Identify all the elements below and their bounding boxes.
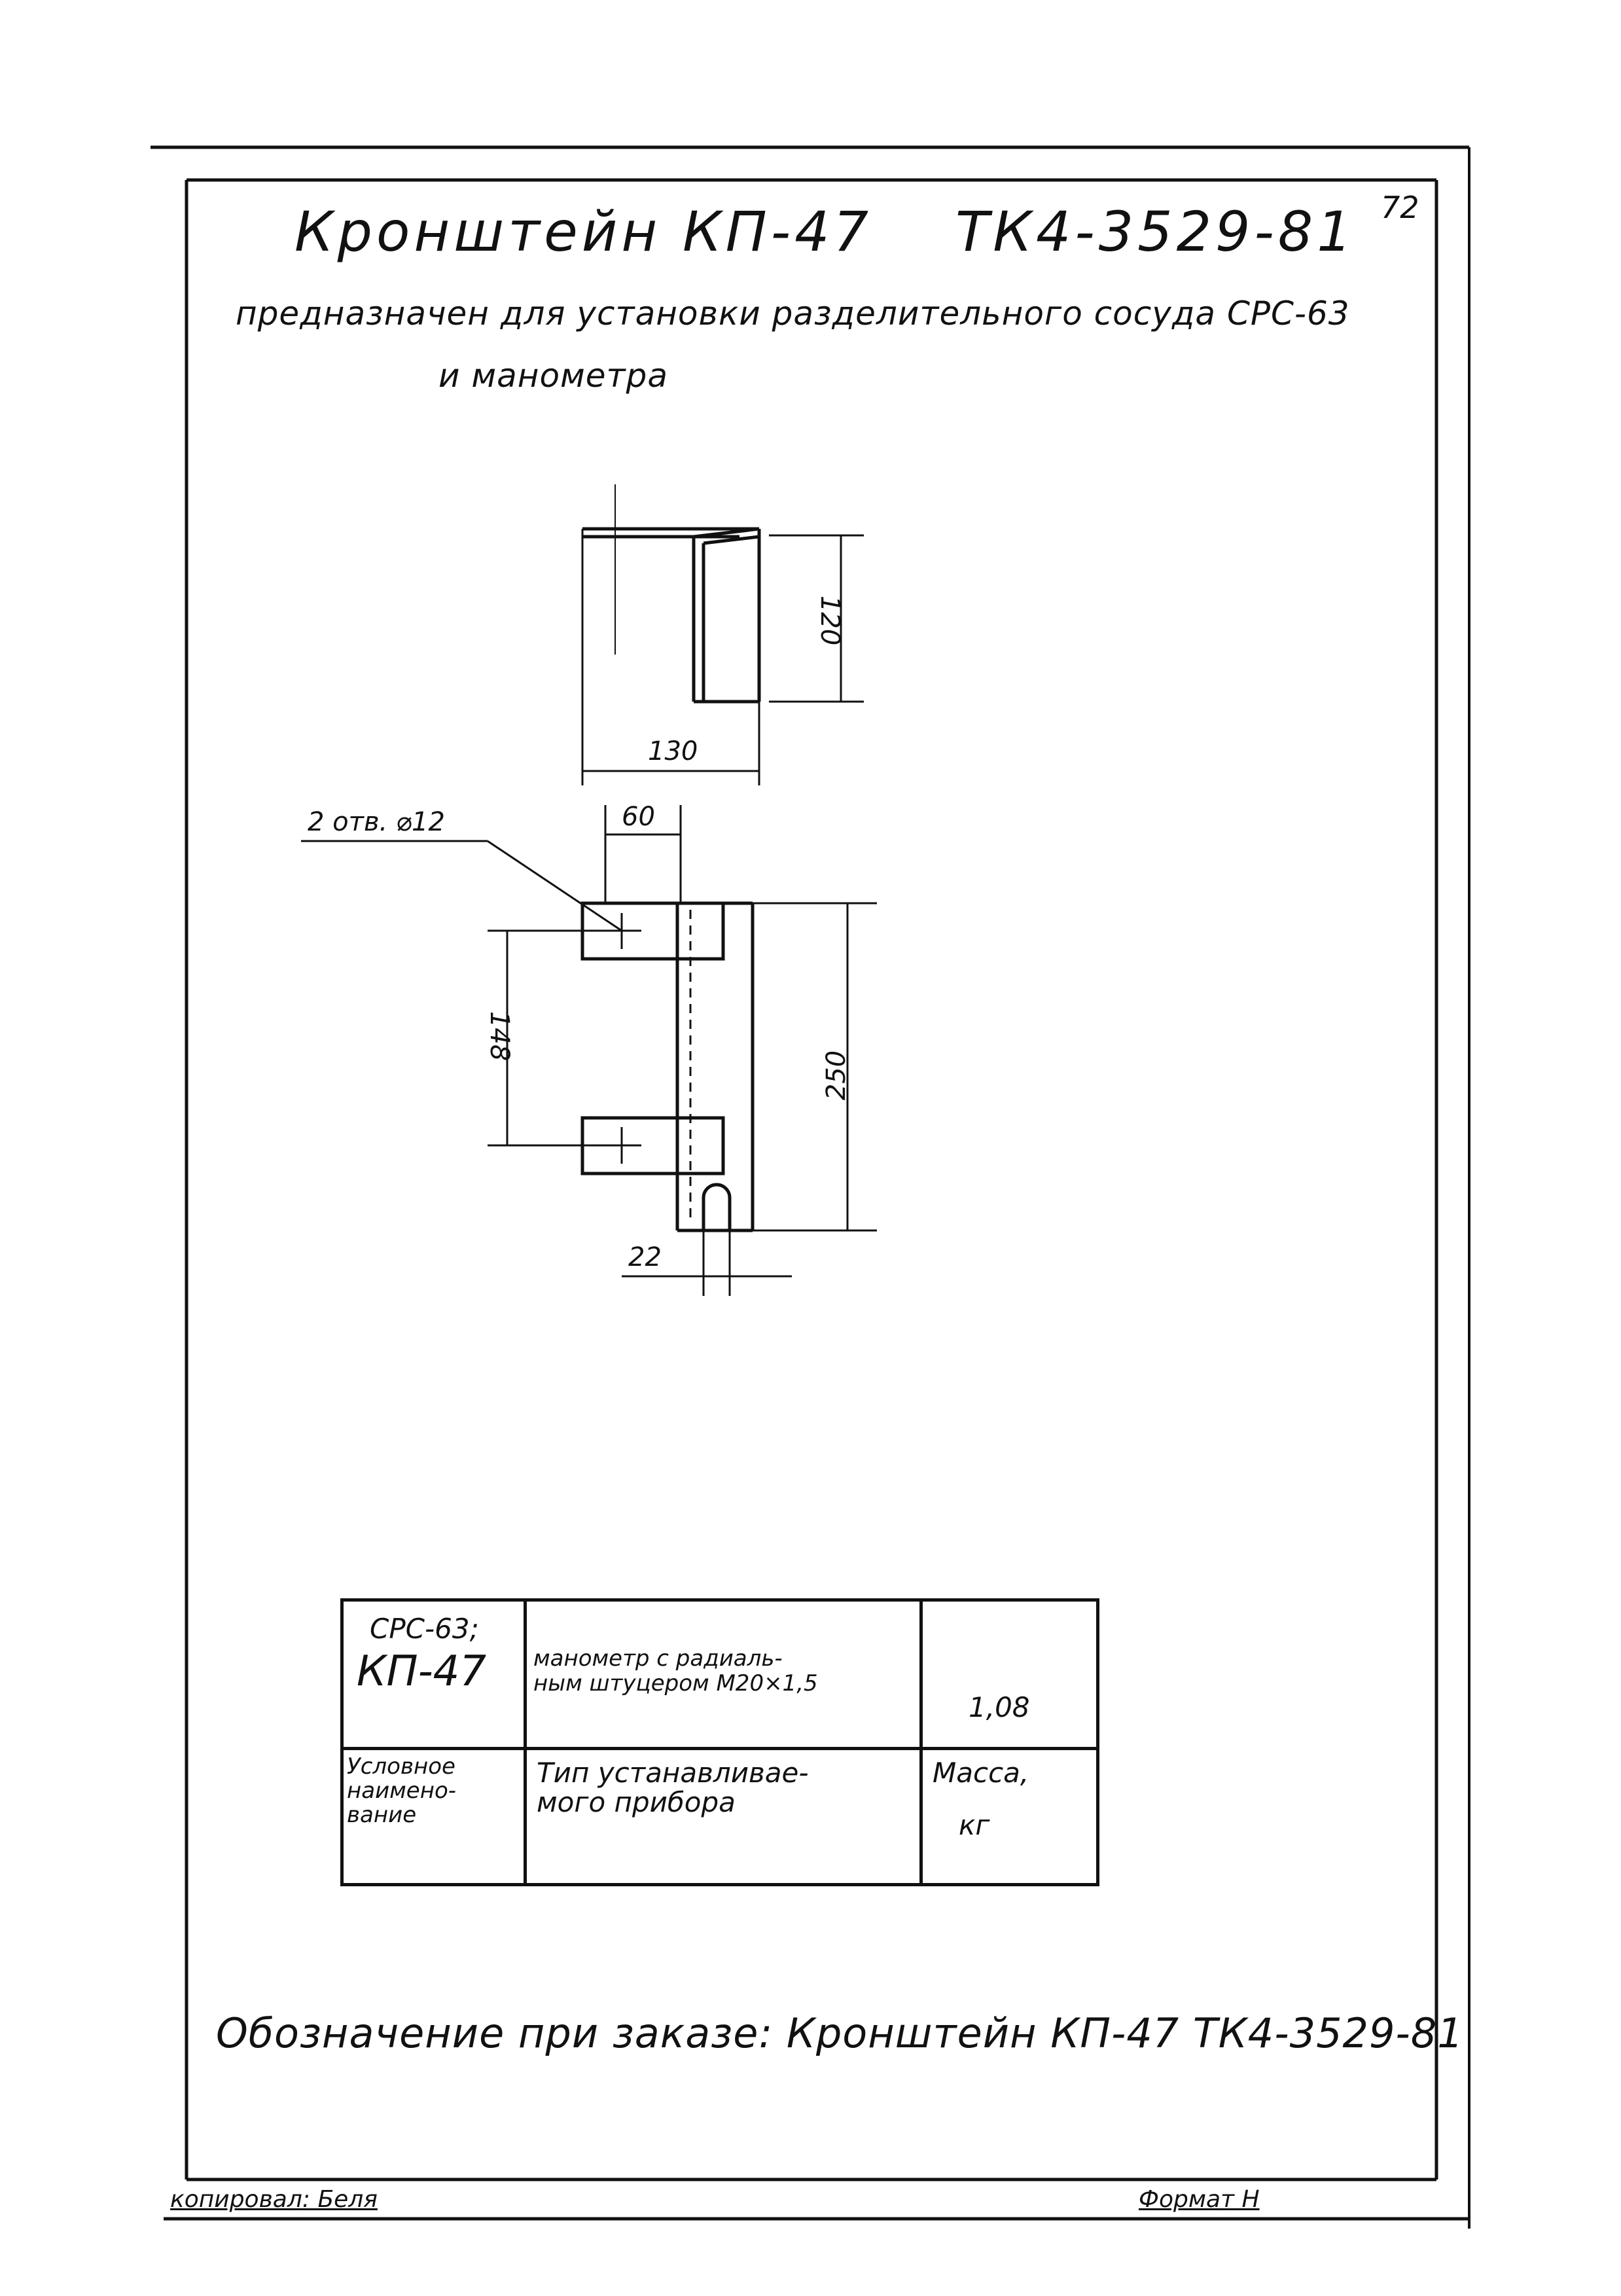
header-device-line-1: Тип устанавливае- [537,1757,809,1789]
header-device-line-2: мого прибора [537,1786,736,1818]
dimension-120: 120 [815,595,846,646]
header-mass-line-2: кг [959,1809,990,1841]
dimension-250: 250 [821,1050,852,1101]
dimension-130: 130 [648,736,698,766]
device-value-line-2: манометр с радиаль- [533,1645,783,1672]
header-designation-line-1: Условное [347,1753,455,1780]
holes-label: 2 отв. ⌀12 [308,807,445,837]
order-designation: Обозначение при заказе: Кронштейн КП-47 ТК4-3529-81 [216,2009,1464,2057]
page-title: Кронштейн КП-47 [294,200,872,264]
header-mass-line-1: Масса, [933,1757,1029,1789]
mass-value: 1,08 [969,1691,1030,1723]
subtitle-line-1: предназначен для установки разделительного сосуда СРС-63 [236,295,1350,332]
dimension-60: 60 [622,802,655,832]
header-designation-line-2: наимено- [347,1778,457,1804]
dimension-22: 22 [628,1242,662,1272]
header-designation-line-3: вание [347,1802,417,1828]
format-label: Формат Н [1139,2186,1260,2213]
subtitle-line-2: и манометра [438,357,669,395]
device-value-line-3: ным штуцером М20×1,5 [533,1670,818,1696]
device-value-line-1: СРС-63; [370,1613,479,1645]
page-number: 72 [1381,190,1419,225]
copied-by: копировал: Беля [170,2186,378,2213]
dimension-148: 148 [484,1011,515,1062]
spec-table [340,1598,1099,1886]
document-code: ТК4-3529-81 [955,200,1356,264]
designation-value: КП-47 [357,1647,487,1696]
